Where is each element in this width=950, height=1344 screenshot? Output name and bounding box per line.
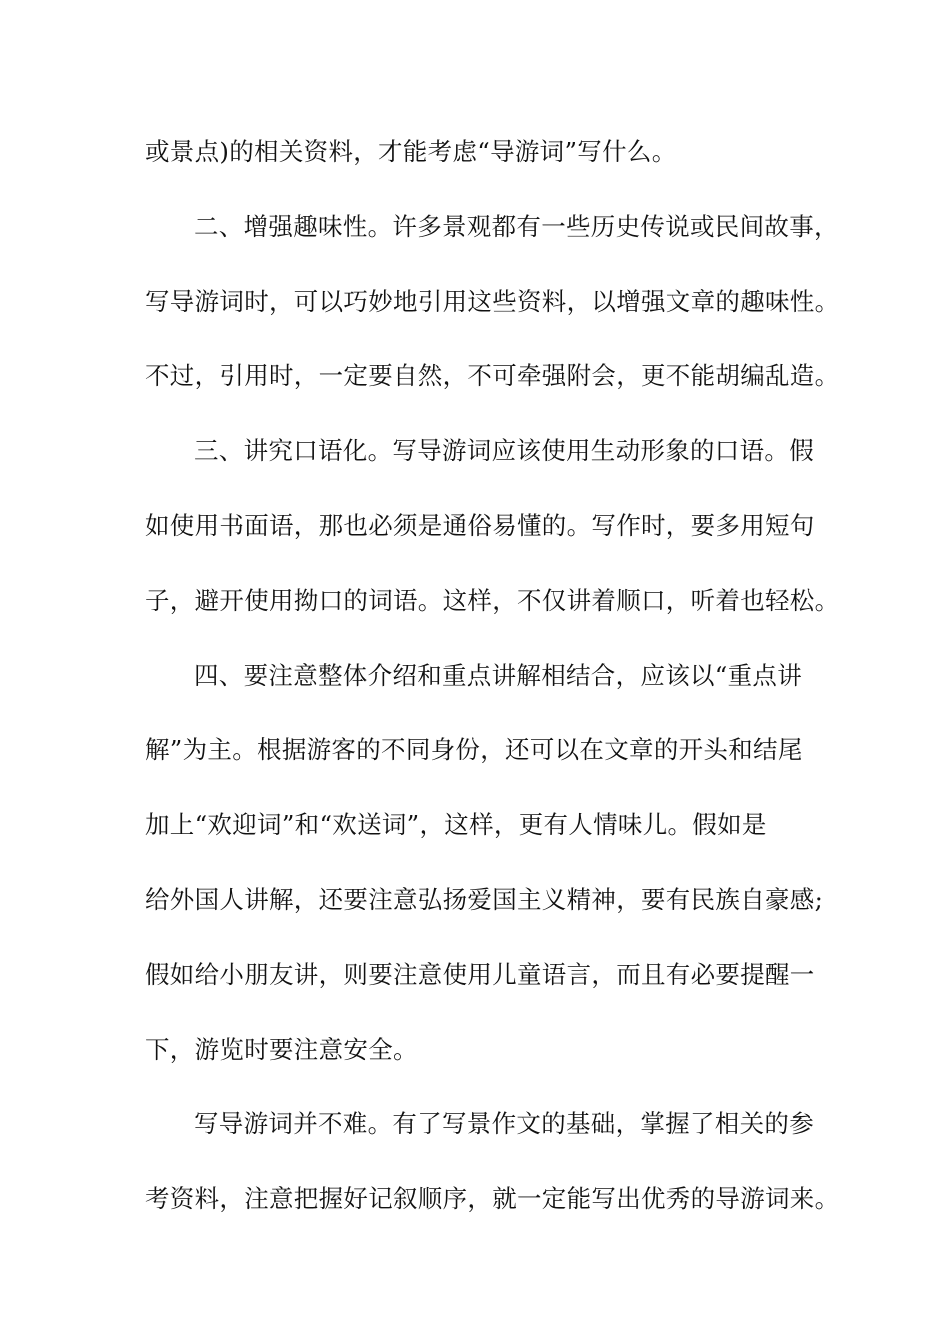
text-line: 下，游览时要注意安全。 [145, 1035, 418, 1064]
text-line: 如使用书面语，那也必须是通俗易懂的。写作时，要多用短句 [145, 511, 815, 540]
text-line: 子，避开使用拗口的词语。这样，不仅讲着顺口，听着也轻松。 [145, 586, 840, 615]
text-line: 考资料，注意把握好记叙顺序，就一定能写出优秀的导游词来。 [145, 1184, 840, 1213]
text-line: 不过，引用时，一定要自然，不可牵强附会，更不能胡编乱造。 [145, 361, 840, 390]
paragraph-heading-line: 三、讲究口语化。写导游词应该使用生动形象的口语。假 [194, 436, 814, 465]
paragraph-heading-line: 四、要注意整体介绍和重点讲解相结合，应该以“重点讲 [194, 661, 803, 690]
text-line: 给外国人讲解，还要注意弘扬爱国主义精神，要有民族自豪感; [145, 885, 824, 914]
paragraph-heading-line: 二、增强趣味性。许多景观都有一些历史传说或民间故事， [194, 212, 839, 241]
text-line: 写导游词时，可以巧妙地引用这些资料，以增强文章的趣味性。 [145, 287, 840, 316]
text-line: 假如给小朋友讲，则要注意使用儿童语言，而且有必要提醒一 [145, 960, 815, 989]
text-line: 加上“欢迎词”和“欢送词”，这样，更有人情味儿。假如是 [145, 810, 767, 839]
text-line: 解”为主。根据游客的不同身份，还可以在文章的开头和结尾 [145, 735, 803, 764]
paragraph-heading-line: 写导游词并不难。有了写景作文的基础，掌握了相关的参 [194, 1109, 814, 1138]
text-line: 或景点)的相关资料，才能考虑“导游词”写什么。 [145, 137, 677, 166]
